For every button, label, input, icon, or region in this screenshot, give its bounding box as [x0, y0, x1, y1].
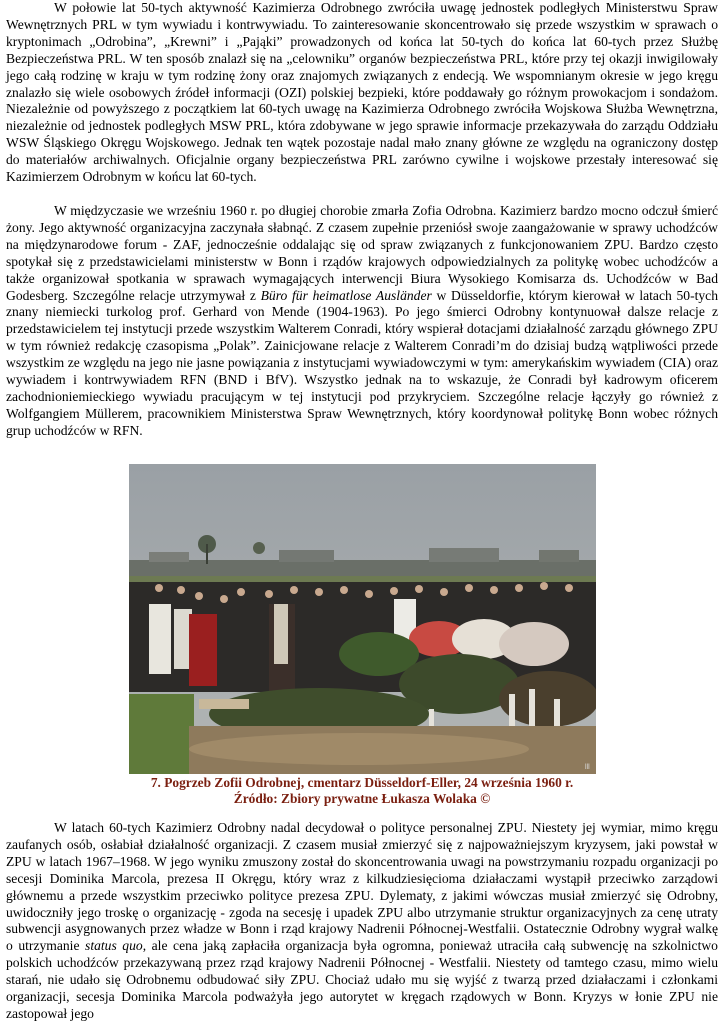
paragraph-2-part-2: w Düsseldorfie, którym kierował w latach 50-tych znany niemiecki turkolog prof. Gerhard von Mende (1904-1963). Po jego śmierci Odrobny kontynuował dalsze relacje z przedstawicielem tej instytucji przede wszystkim Walterem Conradi, który wspierał dotacjami działalność zarządu głównego ZPU w tym również redakcję czasopisma „Polak”. Zainicjowane relacje z Walterem Conradi’m do dzisiaj budzą wątpliwości przede wszystkim ze względu na jego nie jasne powiązania z instytucjami wywiadowczymi w tym: amerykańskim wywiadem (CIA) oraz wywiadem i kontrwywiadem RFN (BND i BfV). Wszystko jednak na to wskazuje, że Conradi był kadrowym oficerem zachodnioniemieckiego wywiadu pracującym w tej instytucji pod przykryciem. Szczególne relacje łączyły go również z Wolfgangiem Müllerem, pracownikiem Ministerstwa Spraw Wewnętrznych, który koordynował politykę Bonn wobec różnych grup uchodźców w RFN. [6, 287, 719, 438]
funeral-photo [129, 464, 596, 774]
paragraph-2 [6, 203, 718, 440]
paragraph-2-part-1: W międzyczasie we wrześniu 1960 r. po długiej chorobie zmarła Zofia Odrobna. Kazimierz bardzo mocno odczuł śmierć żony. Jego aktywność organizacyjna zaczynała słabnąć. Z czasem zupełnie przeniósł swoje zaangażowanie w sprawy uchodźców na międzynarodowe forum - ZAF, jednocześnie oddalając się od spraw związanych z funkcjonowaniem ZPU. Bardzo często spotykał się z przedstawicielami ministerstw w Bonn i rządów krajowych odpowiedzialnych za politykę wobec uchodźców a także organizował spotkania w sprawach wymagających interwencji Biura Wysokiego Komisarza ds. Uchodźców w Bad Godesberg. Szczególne relacje utrzymywał z [6, 203, 718, 303]
paragraph-3-part-2: , ale cena jaką zapłaciła organizacja była ogromna, ponieważ utraciła całą subwencję na szkolnictwo polskich uchodźców przekazywaną przez rząd krajowy Nadrenii Północnej - Westfalii. Niestety od tamtego czasu, mimo wielu starań, nie udało się Odrobnemu odbudować siły ZPU. Chociaż udało mu się wyjść z twarzą przed działaczami i członkami organizacji, secesja Dominika Marcola podważyła jego autorytet w kręgach rządowych w Bonn. Kryzys w łonie ZPU nie zastopował jego [6, 938, 718, 1021]
paragraph-2-italic-institution: Büro für heimatlose Ausländer [260, 287, 432, 303]
paragraph-3-part-1: W latach 60-tych Kazimierz Odrobny nadal decydował o polityce personalnej ZPU. Niestety jej wymiar, mimo kręgu zaufanych osób, osłabiał działalność organizacji. Z czasem musiał zmierzyć się z najpoważniejszym kryzysem, jaki powstał w ZPU w latach 1967–1968. W jego wyniku zmuszony został do skoncentrowania uwagi na powstrzymaniu rozpadu organizacji po secesji Dominika Marcola, prezesa II Okręgu, który wraz z kilkudziesięcioma działaczami wystąpił przeciwko zarządowi głównemu a przede wszystkim przeciwko polityce prezesa ZPU. Dylematy, z jakimi wówczas musiał zmierzyć się Odrobny, uwidoczniły jego troskę o organizację - zgoda na secesję i upadek ZPU albo utrzymanie struktur organizacyjnych za cenę utraty subwencji asygnowanych przez władze w Bonn i rząd krajowy Nadrenii Północnej-Westfalii. Ostatecznie Odrobny wygrał walkę o utrzymanie [6, 820, 718, 954]
paragraph-3-italic-status-quo: status quo [85, 938, 143, 954]
paragraph-1-text: W połowie lat 50-tych aktywność Kazimierza Odrobnego zwróciła uwagę jednostek podległych Ministerstwu Spraw Wewnętrznych PRL w tym wywiadu i kontrwywiadu. To zainteresowanie skoncentrowało się przede wszystkim w sprawach o kryptonimach „Odrobina”, „Krewni” i „Pająki” prowadzonych od końca lat 50-tych do końca lat 60-tych przez Służbę Bezpieczeństwa PRL. W ten sposób znalazł się na „celowniku” organów bezpieczeństwa PRL, które przy tej okazji inwigilowały jego całą rodzinę w kraju w tym rodzinę żony oraz znajomych związanych z endecją. We wspomnianym okresie w jego kręgu znalazło się wiele osobowych źródeł informacji (OZI) polskiej bezpieki, które poddawały go różnym prowokacjom i sondażom. Niezależnie od powyższego z początkiem lat 60-tych uwagę na Kazimierza Odrobnego zwróciła Wojskowa Służba Wewnętrzna, niezależnie od jednostek podległych MSW PRL, która zdobywane w jego sprawie informacje przekazywała do zarządu Oddziału WSW Śląskiego Okręgu Wojskowego. Jednak ten wątek pozostaje nadal mało znany główne ze względu na ograniczony dostęp do materiałów archiwalnych. Oficjalnie organy bezpieczeństwa PRL zarówno cywilne i wojskowe przestały interesować się Kazimierzem Odrobnym w końcu lat 60-tych. [6, 0, 718, 185]
paragraph-1 [6, 0, 718, 186]
photo-caption-source: Źródło: Zbiory prywatne Łukasza Wolaka © [233, 791, 491, 806]
photo-watermark: lll [585, 764, 590, 771]
paragraph-3 [6, 820, 718, 1023]
paragraph-3-text [6, 820, 718, 1023]
photo-caption-title: 7. Pogrzeb Zofii Odrobnej, cmentarz Düsseldorf-Eller, 24 września 1960 r. [150, 775, 574, 790]
paragraph-2-text [6, 203, 718, 440]
